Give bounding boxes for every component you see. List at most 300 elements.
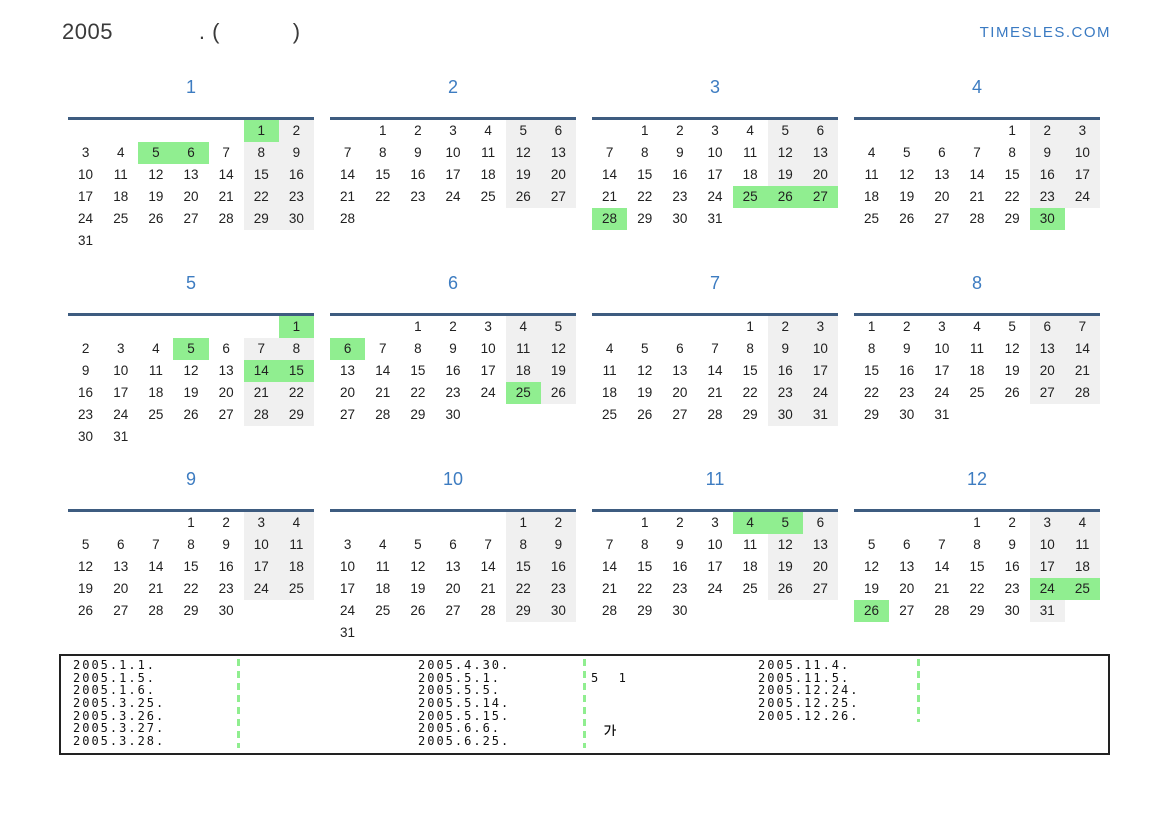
empty-cell [173, 316, 208, 338]
holiday-date: 2005.5.5. [418, 683, 502, 698]
day-cell: 27 [218, 407, 234, 422]
day-cell: 25 [864, 211, 880, 226]
day-cell: 20 [803, 164, 838, 186]
day-cell: 10 [803, 338, 838, 360]
day-cell: 26 [148, 211, 164, 226]
day-cell: 2 [81, 341, 90, 356]
day-cell: 14 [602, 167, 618, 182]
day-cell: 24 [803, 382, 838, 404]
empty-cell [68, 316, 103, 338]
day-cell: 6 [803, 512, 838, 534]
day-cell: 14 [602, 559, 618, 574]
day-cell: 5 [506, 120, 541, 142]
day-cell: 4 [152, 341, 160, 356]
day-cell: 4 [867, 145, 876, 160]
day-cell: 18 [969, 363, 985, 378]
day-cell: 1 [378, 123, 387, 138]
day-cell: 24 [1030, 578, 1065, 600]
day-cell: 31 [803, 404, 838, 426]
day-cell: 4 [605, 341, 614, 356]
day-cell: 22 [969, 581, 985, 596]
day-cell: 25 [506, 382, 541, 404]
day-cell: 5 [138, 142, 173, 164]
day-cell: 18 [864, 189, 880, 204]
day-cell: 3 [484, 319, 492, 334]
day-cell: 25 [113, 211, 129, 226]
day-cell: 28 [480, 603, 496, 618]
empty-cell [541, 404, 576, 426]
day-cell: 16 [445, 363, 461, 378]
day-cell: 27 [183, 211, 199, 226]
holiday-date: 2005.12.26. [758, 708, 860, 723]
day-cell: 19 [78, 581, 94, 596]
empty-cell [592, 120, 627, 142]
holiday-date: 2005.5.15. [418, 708, 511, 723]
day-cell: 30 [541, 600, 576, 622]
day-cell: 22 [375, 189, 391, 204]
empty-cell [244, 230, 279, 252]
day-cell: 4 [378, 537, 387, 552]
day-cell: 20 [672, 385, 688, 400]
day-cell: 19 [183, 385, 199, 400]
day-cell: 30 [899, 407, 915, 422]
day-cell: 19 [1004, 363, 1020, 378]
day-cell: 17 [934, 363, 950, 378]
empty-cell [506, 208, 541, 230]
day-cell: 12 [541, 338, 576, 360]
holiday-date: 2005.12.24. [758, 683, 860, 698]
empty-cell [854, 512, 889, 534]
day-cell: 14 [969, 167, 985, 182]
day-cell: 21 [707, 385, 723, 400]
day-cell: 4 [746, 123, 754, 138]
day-cell: 12 [768, 534, 803, 556]
empty-cell [506, 622, 541, 644]
day-cell: 18 [1065, 556, 1100, 578]
day-cell: 23 [899, 385, 915, 400]
day-cell: 3 [938, 319, 946, 334]
day-cell: 19 [864, 581, 880, 596]
empty-cell [138, 230, 173, 252]
empty-cell [330, 316, 365, 338]
empty-cell [68, 120, 103, 142]
day-cell: 5 [1008, 319, 1016, 334]
day-cell: 1 [867, 319, 876, 334]
day-cell: 19 [637, 385, 653, 400]
day-cell: 11 [743, 537, 758, 552]
empty-cell [330, 120, 365, 142]
month-11 [592, 469, 838, 665]
day-cell: 29 [637, 603, 653, 618]
day-cell: 10 [480, 341, 496, 356]
holiday-date: 2005.6.6. [418, 721, 502, 736]
day-cell: 13 [934, 167, 950, 182]
month-title: 7 [709, 273, 720, 293]
day-cell: 21 [480, 581, 496, 596]
holiday-date: 2005.1.6. [73, 683, 157, 698]
empty-cell [365, 512, 400, 534]
empty-cell [103, 316, 138, 338]
day-cell: 15 [969, 559, 985, 574]
day-cell: 11 [864, 167, 879, 182]
day-cell: 15 [742, 363, 758, 378]
day-cell: 9 [676, 537, 684, 552]
empty-cell [279, 600, 314, 622]
empty-cell [768, 600, 803, 622]
empty-cell [138, 316, 173, 338]
day-cell: 6 [449, 537, 457, 552]
day-cell: 13 [1030, 338, 1065, 360]
empty-cell [697, 600, 732, 622]
day-cell: 24 [934, 385, 950, 400]
empty-cell [173, 426, 208, 448]
day-cell: 27 [541, 186, 576, 208]
day-cell: 1 [973, 515, 981, 530]
day-cell: 24 [113, 407, 129, 422]
empty-cell [138, 120, 173, 142]
day-cell: 17 [1065, 164, 1100, 186]
day-cell: 28 [244, 404, 279, 426]
day-cell: 27 [113, 603, 129, 618]
day-cell: 7 [711, 341, 719, 356]
day-cell: 19 [768, 164, 803, 186]
day-cell: 10 [445, 145, 461, 160]
day-cell: 20 [803, 556, 838, 578]
day-cell: 4 [973, 319, 981, 334]
day-cell: 17 [1030, 556, 1065, 578]
empty-cell [209, 426, 244, 448]
day-cell: 8 [640, 537, 649, 552]
empty-cell [471, 208, 506, 230]
empty-cell [365, 622, 400, 644]
day-cell: 5 [414, 537, 422, 552]
month-4 [854, 77, 1100, 273]
day-cell: 14 [480, 559, 496, 574]
day-cell: 17 [480, 363, 496, 378]
page-title: 2005 . ( ) [62, 19, 301, 44]
empty-cell [924, 512, 959, 534]
day-cell: 21 [340, 189, 356, 204]
day-cell: 6 [938, 145, 946, 160]
day-cell: 14 [148, 559, 164, 574]
day-cell: 4 [484, 123, 492, 138]
day-cell: 3 [1065, 120, 1100, 142]
month-title: 6 [447, 273, 458, 293]
day-cell: 6 [116, 537, 125, 552]
day-cell: 18 [480, 167, 496, 182]
day-cell: 29 [969, 603, 985, 618]
day-cell: 3 [711, 515, 719, 530]
day-cell: 3 [116, 341, 125, 356]
day-cell: 19 [148, 189, 164, 204]
day-cell: 21 [602, 189, 618, 204]
day-cell: 5 [902, 145, 911, 160]
day-cell: 6 [541, 120, 576, 142]
day-cell: 22 [183, 581, 199, 596]
day-cell: 1 [746, 319, 754, 334]
day-cell: 11 [506, 338, 541, 360]
day-cell: 23 [279, 186, 314, 208]
month-12 [854, 469, 1100, 665]
day-cell: 29 [1004, 211, 1020, 226]
day-cell: 16 [218, 559, 234, 574]
day-cell: 14 [244, 360, 279, 382]
day-cell: 26 [183, 407, 199, 422]
empty-cell [506, 404, 541, 426]
day-cell: 13 [113, 559, 129, 574]
holiday-date-list [418, 659, 510, 748]
month-table [854, 117, 1100, 230]
day-cell: 17 [244, 556, 279, 578]
empty-cell [541, 208, 576, 230]
day-cell: 12 [637, 363, 653, 378]
empty-cell [1065, 404, 1100, 426]
day-cell: 13 [183, 167, 199, 182]
month-table [68, 509, 314, 622]
day-cell: 22 [637, 189, 653, 204]
holiday-date: 2005.6.25. [418, 734, 511, 749]
day-cell: 6 [676, 341, 684, 356]
day-cell: 12 [506, 142, 541, 164]
day-cell: 9 [676, 145, 684, 160]
empty-cell [889, 120, 924, 142]
month-table [330, 117, 576, 230]
day-cell: 28 [969, 211, 985, 226]
empty-cell [471, 622, 506, 644]
day-cell: 8 [506, 534, 541, 556]
day-cell: 17 [707, 167, 723, 182]
day-cell: 11 [743, 145, 758, 160]
day-cell: 25 [480, 189, 496, 204]
day-cell: 24 [707, 581, 723, 596]
empty-cell [209, 230, 244, 252]
day-cell: 8 [867, 341, 876, 356]
day-cell: 13 [445, 559, 461, 574]
day-cell: 20 [340, 385, 356, 400]
day-cell: 26 [541, 382, 576, 404]
day-cell: 27 [803, 186, 838, 208]
day-cell: 9 [279, 142, 314, 164]
day-cell: 12 [410, 559, 426, 574]
holiday-date: 2005.11.5. [758, 670, 851, 685]
day-cell: 14 [934, 559, 950, 574]
month-1 [68, 77, 314, 273]
day-cell: 24 [244, 578, 279, 600]
day-cell: 26 [899, 211, 915, 226]
day-cell: 21 [1065, 360, 1100, 382]
day-cell: 19 [410, 581, 426, 596]
day-cell: 12 [768, 142, 803, 164]
day-cell: 16 [410, 167, 426, 182]
day-cell: 24 [480, 385, 496, 400]
day-cell: 13 [803, 534, 838, 556]
day-cell: 18 [113, 189, 129, 204]
day-cell: 8 [244, 142, 279, 164]
day-cell: 2 [676, 515, 684, 530]
hangul-ga-glyph [603, 723, 616, 737]
month-title: 11 [705, 469, 725, 489]
timesles-logo-link[interactable]: TIMESLES.COM [979, 24, 1111, 41]
day-cell: 29 [183, 603, 199, 618]
day-cell: 29 [637, 211, 653, 226]
day-cell: 3 [244, 512, 279, 534]
day-cell: 23 [541, 578, 576, 600]
day-cell: 22 [864, 385, 880, 400]
holiday-note: 5 1 [591, 670, 628, 685]
day-cell: 30 [768, 404, 803, 426]
empty-cell [103, 120, 138, 142]
day-cell: 11 [113, 167, 128, 182]
day-cell: 21 [375, 385, 391, 400]
day-cell: 23 [672, 189, 688, 204]
day-cell: 7 [378, 341, 387, 356]
day-cell: 17 [340, 581, 356, 596]
day-cell: 24 [1065, 186, 1100, 208]
day-cell: 27 [340, 407, 356, 422]
day-cell: 13 [899, 559, 915, 574]
day-cell: 1 [640, 515, 649, 530]
day-cell: 28 [707, 407, 723, 422]
day-cell: 23 [78, 407, 94, 422]
day-cell: 9 [222, 537, 230, 552]
day-cell: 10 [934, 341, 950, 356]
day-cell: 27 [1030, 382, 1065, 404]
day-cell: 22 [244, 186, 279, 208]
day-cell: 16 [768, 360, 803, 382]
day-cell: 26 [78, 603, 94, 618]
empty-cell [103, 230, 138, 252]
day-cell: 8 [187, 537, 195, 552]
day-cell: 22 [279, 382, 314, 404]
empty-cell [1065, 600, 1100, 622]
empty-cell [592, 316, 627, 338]
month-6 [330, 273, 576, 469]
day-cell: 7 [605, 145, 614, 160]
day-cell: 9 [414, 145, 422, 160]
day-cell: 30 [279, 208, 314, 230]
empty-cell [400, 622, 435, 644]
day-cell: 23 [445, 385, 461, 400]
day-cell: 17 [707, 559, 723, 574]
dashed-separator [917, 659, 920, 722]
day-cell: 30 [78, 429, 94, 444]
day-cell: 8 [279, 338, 314, 360]
day-cell: 18 [602, 385, 618, 400]
day-cell: 26 [637, 407, 653, 422]
empty-cell [803, 600, 838, 622]
day-cell: 11 [1065, 534, 1100, 556]
empty-cell [173, 230, 208, 252]
empty-cell [365, 316, 400, 338]
day-cell: 16 [279, 164, 314, 186]
day-cell: 28 [375, 407, 391, 422]
day-cell: 23 [672, 581, 688, 596]
day-cell: 12 [899, 167, 915, 182]
day-cell: 26 [506, 186, 541, 208]
day-cell: 2 [279, 120, 314, 142]
day-cell: 24 [445, 189, 461, 204]
day-cell: 20 [445, 581, 461, 596]
day-cell: 15 [1004, 167, 1020, 182]
day-cell: 2 [676, 123, 684, 138]
day-cell: 10 [244, 534, 279, 556]
day-cell: 18 [742, 167, 758, 182]
month-title: 10 [442, 469, 464, 489]
day-cell: 4 [1065, 512, 1100, 534]
day-cell: 9 [902, 341, 911, 356]
day-cell: 28 [218, 211, 234, 226]
day-cell: 30 [445, 407, 461, 422]
holiday-date: 2005.5.1. [418, 670, 502, 685]
holiday-date-list [758, 659, 859, 722]
empty-cell [733, 600, 768, 622]
day-cell: 22 [1004, 189, 1020, 204]
day-cell: 23 [1004, 581, 1020, 596]
empty-cell [435, 512, 470, 534]
day-cell: 12 [183, 363, 199, 378]
day-cell: 16 [1004, 559, 1020, 574]
day-cell: 27 [899, 603, 915, 618]
day-cell: 17 [113, 385, 129, 400]
day-cell: 26 [410, 603, 426, 618]
day-cell: 23 [410, 189, 426, 204]
day-cell: 9 [449, 341, 457, 356]
month-table [330, 313, 576, 426]
empty-cell [244, 426, 279, 448]
day-cell: 27 [672, 407, 688, 422]
empty-cell [103, 512, 138, 534]
day-cell: 20 [218, 385, 234, 400]
day-cell: 3 [711, 123, 719, 138]
day-cell: 20 [183, 189, 199, 204]
day-cell: 4 [506, 316, 541, 338]
empty-cell [400, 208, 435, 230]
day-cell: 10 [1030, 534, 1065, 556]
holiday-date: 2005.1.1. [73, 658, 157, 672]
day-cell: 24 [78, 211, 94, 226]
empty-cell [138, 512, 173, 534]
day-cell: 7 [343, 145, 352, 160]
month-10 [330, 469, 576, 665]
empty-cell [889, 512, 924, 534]
day-cell: 30 [1004, 603, 1020, 618]
empty-cell [924, 120, 959, 142]
day-cell: 31 [707, 211, 723, 226]
day-cell: 9 [1030, 142, 1065, 164]
day-cell: 2 [449, 319, 457, 334]
empty-cell [592, 512, 627, 534]
empty-cell [697, 316, 732, 338]
day-cell: 10 [113, 363, 129, 378]
day-cell: 28 [148, 603, 164, 618]
day-cell: 2 [222, 515, 230, 530]
month-title: 8 [971, 273, 982, 293]
month-table [592, 117, 838, 230]
day-cell: 20 [541, 164, 576, 186]
day-cell: 30 [672, 603, 688, 618]
day-cell: 11 [969, 341, 984, 356]
day-cell: 1 [279, 316, 314, 338]
day-cell: 25 [969, 385, 985, 400]
day-cell: 13 [541, 142, 576, 164]
day-cell: 19 [506, 164, 541, 186]
empty-cell [768, 208, 803, 230]
day-cell: 14 [375, 363, 391, 378]
day-cell: 8 [378, 145, 387, 160]
day-cell: 7 [1065, 316, 1100, 338]
empty-cell [279, 426, 314, 448]
month-title: 3 [709, 77, 720, 97]
